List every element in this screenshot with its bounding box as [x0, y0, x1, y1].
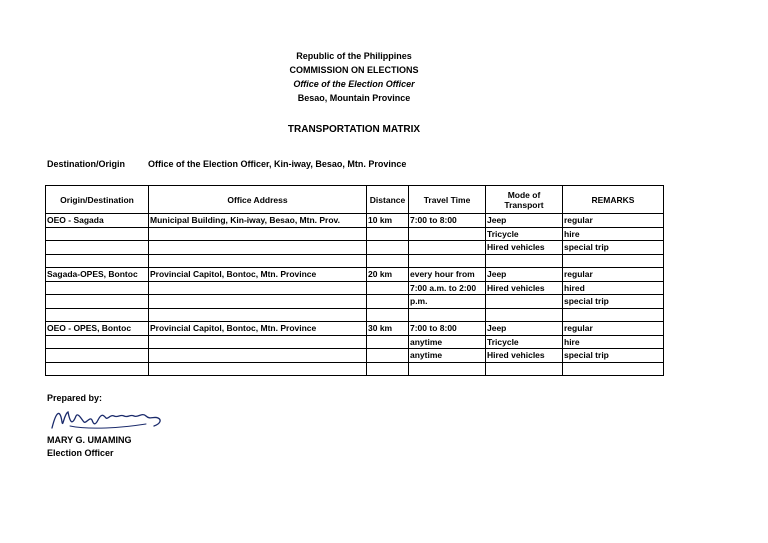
table-row [46, 241, 664, 255]
table-cell [367, 349, 409, 363]
table-cell: Provincial Capitol, Bontoc, Mtn. Province [149, 322, 367, 336]
table-cell [149, 295, 367, 309]
table-row [46, 308, 664, 322]
table-row [46, 362, 664, 376]
destination-value: Office of the Election Officer, Kin-iway, Besao, Mtn. Province [148, 159, 407, 169]
table-cell [409, 362, 486, 376]
table-cell: 10 km [367, 214, 409, 228]
table-row [46, 281, 664, 295]
table-cell [46, 349, 149, 363]
column-header: Distance [367, 186, 409, 214]
table-cell [46, 295, 149, 309]
column-header: REMARKS [563, 186, 664, 214]
signer-block [47, 434, 132, 460]
table-cell [46, 281, 149, 295]
table-cell [367, 241, 409, 255]
table-cell [563, 254, 664, 268]
destination-label: Destination/Origin [47, 159, 126, 169]
table-cell [367, 281, 409, 295]
table-cell [149, 254, 367, 268]
table-row [46, 268, 664, 282]
table-cell [46, 254, 149, 268]
table-cell: Tricycle [486, 227, 563, 241]
table-cell [367, 362, 409, 376]
table-cell [367, 254, 409, 268]
column-header: Office Address [149, 186, 367, 214]
table-cell: Tricycle [486, 335, 563, 349]
table-cell [46, 362, 149, 376]
table-cell [486, 295, 563, 309]
table-row [46, 322, 664, 336]
column-header: Mode of Transport [486, 186, 563, 214]
table-cell: anytime [409, 335, 486, 349]
header-office: Office of the Election Officer [293, 79, 415, 89]
table-cell [563, 362, 664, 376]
header-location: Besao, Mountain Province [297, 93, 411, 103]
table-cell: special trip [563, 349, 664, 363]
page-title: TRANSPORTATION MATRIX [287, 124, 421, 135]
table-cell: 30 km [367, 322, 409, 336]
handwritten-signature-icon [50, 402, 165, 436]
table-cell: Hired vehicles [486, 281, 563, 295]
table-cell [409, 227, 486, 241]
table-cell: Jeep [486, 322, 563, 336]
column-header: Origin/Destination [46, 186, 149, 214]
table-cell: Jeep [486, 268, 563, 282]
transportation-matrix-table [45, 185, 664, 376]
table-cell: hire [563, 335, 664, 349]
table-cell [367, 308, 409, 322]
table-body [46, 214, 664, 376]
table-cell: OEO - Sagada [46, 214, 149, 228]
table-cell [149, 308, 367, 322]
table-cell: special trip [563, 241, 664, 255]
table-row [46, 295, 664, 309]
table-cell: Hired vehicles [486, 241, 563, 255]
table-header-row [46, 186, 664, 214]
table-cell: Sagada-OPES, Bontoc [46, 268, 149, 282]
table-cell: 20 km [367, 268, 409, 282]
table-cell: Municipal Building, Kin-iway, Besao, Mtn. Prov. [149, 214, 367, 228]
table-row [46, 349, 664, 363]
table-cell: hired [563, 281, 664, 295]
document-header [0, 49, 708, 105]
table-cell: anytime [409, 349, 486, 363]
table-cell: 7:00 to 8:00 [409, 322, 486, 336]
table-row [46, 227, 664, 241]
header-republic: Republic of the Philippines [296, 51, 412, 61]
table-cell [409, 254, 486, 268]
table-cell: Provincial Capitol, Bontoc, Mtn. Province [149, 268, 367, 282]
table-cell: special trip [563, 295, 664, 309]
table-row [46, 254, 664, 268]
table-cell: Jeep [486, 214, 563, 228]
table-cell: regular [563, 214, 664, 228]
table-cell: OEO - OPES, Bontoc [46, 322, 149, 336]
table-cell: 7:00 to 8:00 [409, 214, 486, 228]
prepared-by-label: Prepared by: [47, 393, 103, 403]
table-cell: Hired vehicles [486, 349, 563, 363]
table-cell [149, 227, 367, 241]
table-cell: regular [563, 322, 664, 336]
table-cell [46, 241, 149, 255]
table-cell: hire [563, 227, 664, 241]
header-commission: COMMISSION ON ELECTIONS [289, 65, 419, 75]
table-cell: regular [563, 268, 664, 282]
table-cell: every hour from [409, 268, 486, 282]
table-cell: p.m. [409, 295, 486, 309]
table-cell [149, 281, 367, 295]
signer-position: Election Officer [47, 448, 114, 458]
table-cell [409, 241, 486, 255]
table-cell: 7:00 a.m. to 2:00 [409, 281, 486, 295]
table-cell [149, 349, 367, 363]
table-cell [563, 308, 664, 322]
table-cell [46, 335, 149, 349]
table-cell [486, 362, 563, 376]
table-cell [486, 254, 563, 268]
column-header: Travel Time [409, 186, 486, 214]
table-cell [149, 362, 367, 376]
table-cell [46, 308, 149, 322]
table-cell [149, 241, 367, 255]
table-row [46, 214, 664, 228]
table-cell [409, 308, 486, 322]
table-cell [486, 308, 563, 322]
table-cell [149, 335, 367, 349]
signer-name: MARY G. UMAMING [47, 435, 132, 445]
table-cell [367, 295, 409, 309]
table-cell [46, 227, 149, 241]
table-cell [367, 227, 409, 241]
destination-origin-row [47, 159, 406, 169]
table-cell [367, 335, 409, 349]
table-row [46, 335, 664, 349]
